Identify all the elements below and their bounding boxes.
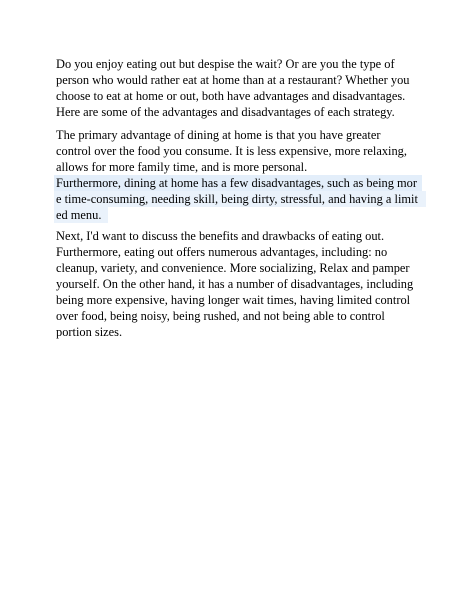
text-line: yourself. On the other hand, it has a number of disadvantages, including <box>56 277 414 291</box>
text-line: cleanup, variety, and convenience. More socializing, Relax and pamper <box>56 261 410 275</box>
text-line: ed menu. <box>56 208 102 222</box>
text-line: being more expensive, having longer wait times, having limited control <box>56 293 411 307</box>
text-line: Furthermore, dining at home has a few disadvantages, such as being mor <box>56 176 417 190</box>
text-line: Do you enjoy eating out but despise the wait? Or are you the type of <box>56 57 395 71</box>
text-line: choose to eat at home or out, both have advantages and disadvantages. <box>56 89 406 103</box>
text-line: Next, I'd want to discuss the benefits and drawbacks of eating out. <box>56 229 385 243</box>
text-line: control over the food you consume. It is less expensive, more relaxing, <box>56 144 407 158</box>
text-line: allows for more family time, and is more personal. <box>56 160 308 174</box>
text-line: portion sizes. <box>56 325 123 339</box>
text-line: e time-consuming, needing skill, being dirty, stressful, and having a limit <box>56 192 418 206</box>
text-line: over food, being noisy, being rushed, and not being able to control <box>56 309 385 323</box>
text-line: The primary advantage of dining at home is that you have greater <box>56 128 381 142</box>
text-line: person who would rather eat at home than at a restaurant? Whether you <box>56 73 410 87</box>
text-line: Furthermore, eating out offers numerous advantages, including: no <box>56 245 388 259</box>
text-line: Here are some of the advantages and disadvantages of each strategy. <box>56 105 395 119</box>
